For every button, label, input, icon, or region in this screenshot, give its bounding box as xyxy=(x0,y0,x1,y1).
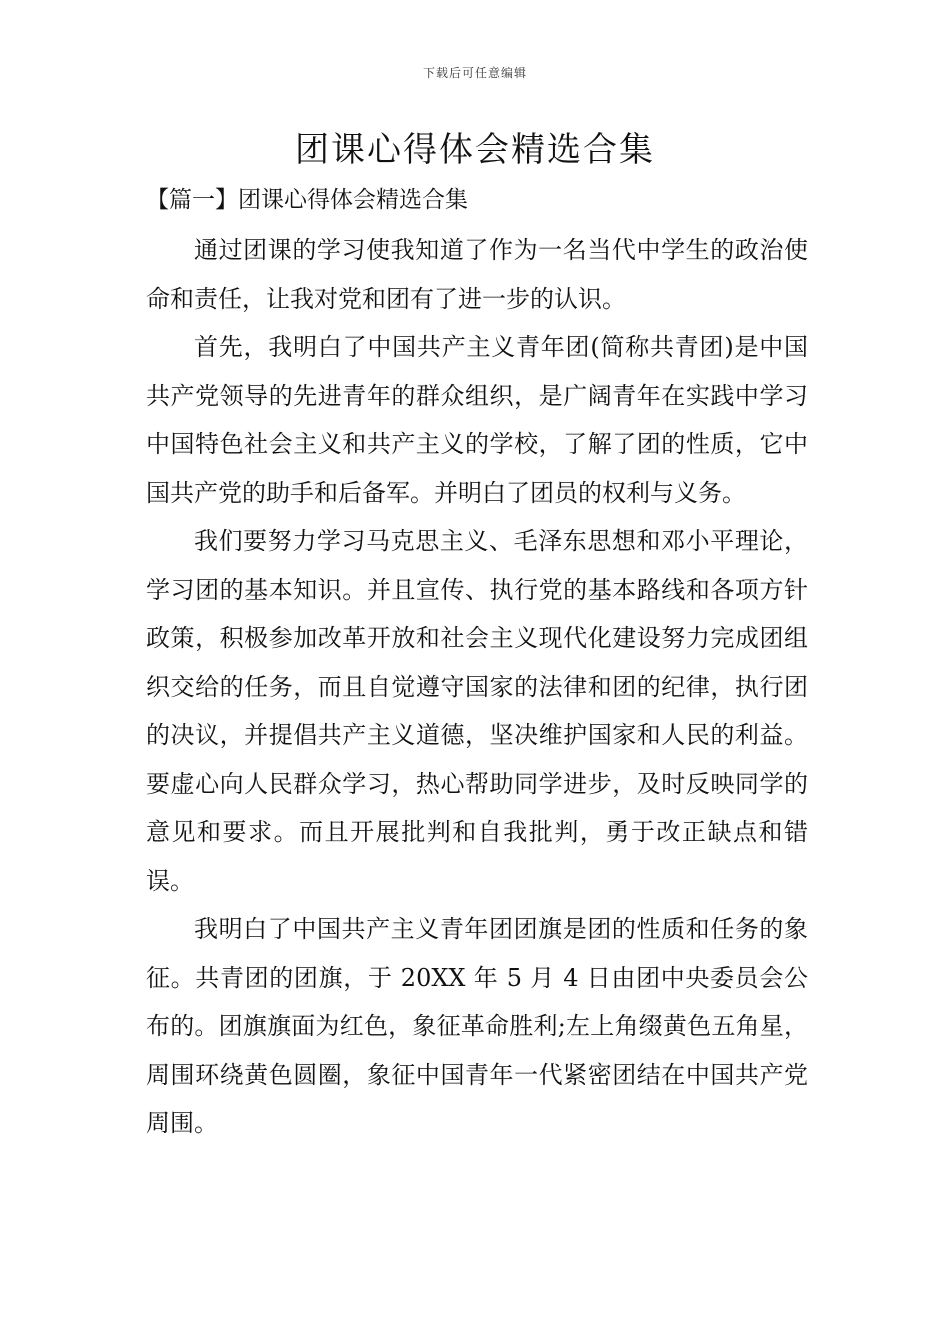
paragraph: 通过团课的学习使我知道了作为一名当代中学生的政治使命和责任，让我对党和团有了进一步的认识。 xyxy=(146,236,808,313)
document-title: 团课心得体会精选合集 xyxy=(295,130,655,170)
paragraph: 我们要努力学习马克思主义、毛泽东思想和邓小平理论，学习团的基本知识。并且宣传、执行党的基本路线和各项方针政策，积极参加改革开放和社会主义现代化建设努力完成团组织交给的任务，而且自觉遵守国家的法律和团的纪律，执行团的决议，并提倡共产主义道德，坚决维护国家和人民的利益。要虚心向人民群众学习，热心帮助同学进步，及时反映同学的意见和要求。而且开展批判和自我批判，勇于改正缺点和错误。 xyxy=(146,527,808,895)
paragraph: 首先，我明白了中国共产主义青年团(简称共青团)是中国共产党领导的先进青年的群众组织，是广阔青年在实践中学习中国特色社会主义和共产主义的学校，了解了团的性质，它中国共产党的助手和后备军。并明白了团员的权利与义务。 xyxy=(146,333,808,507)
paragraph: 我明白了中国共产主义青年团团旗是团的性质和任务的象征。共青团的团旗，于 20XX 年 5 月 4 日由团中央委员会公布的。团旗旗面为红色，象征革命胜利;左上角缀黄色五角星，周围环绕黄色圆圈，象征中国青年一代紧密团结在中国共产党周围。 xyxy=(146,915,808,1137)
section-heading: 【篇一】团课心得体会精选合集 xyxy=(146,187,468,213)
header-note: 下载后可任意编辑 xyxy=(422,66,527,80)
document-body xyxy=(146,226,808,1148)
